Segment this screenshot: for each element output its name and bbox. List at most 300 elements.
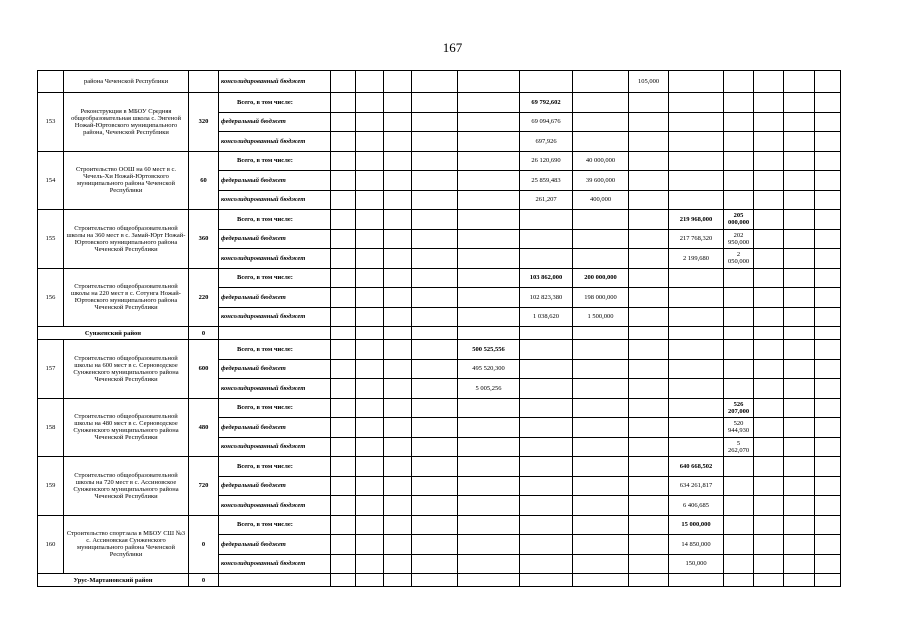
value-cell (815, 249, 841, 269)
value-cell (669, 268, 724, 288)
value-cell (331, 327, 356, 340)
value-cell (458, 268, 520, 288)
value-cell (669, 171, 724, 191)
value-cell (784, 268, 815, 288)
value-cell (331, 457, 356, 477)
value-cell (520, 249, 573, 269)
funding-source-cell: консолидированный бюджет (219, 554, 331, 574)
capacity-cell: 0 (189, 574, 219, 587)
value-cell (458, 112, 520, 132)
value-cell (573, 515, 629, 535)
value-cell (629, 171, 669, 191)
value-cell (629, 112, 669, 132)
object-name-cell: района Чеченской Республики (64, 71, 189, 93)
value-cell (669, 437, 724, 457)
value-cell (754, 229, 784, 249)
value-cell (520, 554, 573, 574)
value-cell (815, 476, 841, 496)
value-cell (384, 457, 412, 477)
value-cell (669, 151, 724, 171)
value-cell (629, 151, 669, 171)
value-cell (412, 151, 458, 171)
object-name-cell: Реконструкция в МБОУ Средняя общеобразовательная школа с. Энгеной Ножай-Юртовского муниципального района, Чеченской Республики (64, 93, 189, 152)
value-cell (384, 268, 412, 288)
value-cell (520, 437, 573, 457)
value-cell (754, 574, 784, 587)
value-cell: 500 525,556 (458, 340, 520, 360)
funding-source-cell: Всего, в том числе: (219, 340, 331, 360)
district-row (38, 574, 841, 587)
value-cell (331, 535, 356, 555)
value-cell (331, 398, 356, 418)
value-cell (573, 93, 629, 113)
value-cell (356, 437, 384, 457)
value-cell (458, 190, 520, 210)
value-cell: 202 950,000 (724, 229, 754, 249)
value-cell (356, 515, 384, 535)
value-cell (412, 132, 458, 152)
value-cell (754, 327, 784, 340)
object-name-cell: Строительство спортзала в МБОУ СШ №3 с. Ассиновская Сунженского муниципального района Чеченской Республики (64, 515, 189, 574)
value-cell (458, 496, 520, 516)
value-cell: 25 859,483 (520, 171, 573, 191)
value-cell (356, 554, 384, 574)
value-cell (458, 554, 520, 574)
funding-source-cell: федеральный бюджет (219, 229, 331, 249)
value-cell: 205 000,000 (724, 210, 754, 230)
value-cell (520, 229, 573, 249)
value-cell: 5 262,070 (724, 437, 754, 457)
funding-source-cell: консолидированный бюджет (219, 71, 331, 93)
value-cell (629, 327, 669, 340)
value-cell (754, 340, 784, 360)
value-cell (784, 535, 815, 555)
value-cell (356, 93, 384, 113)
value-cell (331, 418, 356, 438)
value-cell (520, 457, 573, 477)
value-cell (412, 307, 458, 327)
value-cell (573, 249, 629, 269)
value-cell (573, 496, 629, 516)
value-cell (669, 132, 724, 152)
value-cell (356, 398, 384, 418)
value-cell (724, 554, 754, 574)
value-cell (629, 359, 669, 379)
funding-source-cell: Всего, в том числе: (219, 515, 331, 535)
funding-source-cell: консолидированный бюджет (219, 307, 331, 327)
value-cell: 526 207,000 (724, 398, 754, 418)
value-cell (669, 307, 724, 327)
value-cell (784, 496, 815, 516)
value-cell (754, 307, 784, 327)
value-cell (520, 340, 573, 360)
funding-source-cell: консолидированный бюджет (219, 132, 331, 152)
value-cell (815, 327, 841, 340)
value-cell: 14 850,000 (669, 535, 724, 555)
value-cell (412, 535, 458, 555)
value-cell (573, 71, 629, 93)
value-cell (356, 190, 384, 210)
row-number-cell (38, 71, 64, 93)
value-cell (331, 249, 356, 269)
value-cell (784, 210, 815, 230)
value-cell (384, 132, 412, 152)
value-cell (520, 574, 573, 587)
value-cell (412, 379, 458, 399)
value-cell (815, 151, 841, 171)
value-cell: 103 862,000 (520, 268, 573, 288)
value-cell (356, 151, 384, 171)
value-cell (458, 288, 520, 308)
value-cell (356, 340, 384, 360)
value-cell: 634 261,817 (669, 476, 724, 496)
value-cell (724, 93, 754, 113)
value-cell (724, 476, 754, 496)
value-cell (815, 535, 841, 555)
value-cell (669, 327, 724, 340)
value-cell (724, 171, 754, 191)
table-row (38, 515, 841, 535)
value-cell (669, 398, 724, 418)
object-name-cell: Строительство общеобразовательной школы на 480 мест в с. Серноводское Сунженского муниципального района Чеченской Республики (64, 398, 189, 457)
value-cell (784, 418, 815, 438)
value-cell (754, 210, 784, 230)
value-cell (754, 249, 784, 269)
value-cell (724, 359, 754, 379)
value-cell (629, 554, 669, 574)
budget-table (37, 70, 841, 587)
value-cell (458, 249, 520, 269)
value-cell (815, 229, 841, 249)
value-cell (384, 340, 412, 360)
value-cell (412, 496, 458, 516)
row-number-cell: 155 (38, 210, 64, 269)
value-cell: 261,207 (520, 190, 573, 210)
value-cell (331, 359, 356, 379)
value-cell (331, 190, 356, 210)
value-cell (669, 359, 724, 379)
value-cell (724, 71, 754, 93)
value-cell (384, 574, 412, 587)
funding-source-cell: консолидированный бюджет (219, 496, 331, 516)
value-cell (724, 515, 754, 535)
value-cell (629, 535, 669, 555)
funding-source-cell: Всего, в том числе: (219, 210, 331, 230)
value-cell (573, 418, 629, 438)
value-cell (384, 210, 412, 230)
value-cell (331, 288, 356, 308)
value-cell (629, 288, 669, 308)
value-cell (784, 132, 815, 152)
value-cell (784, 574, 815, 587)
value-cell (412, 327, 458, 340)
value-cell (724, 496, 754, 516)
value-cell (458, 437, 520, 457)
value-cell (724, 307, 754, 327)
value-cell (754, 112, 784, 132)
value-cell (815, 398, 841, 418)
value-cell (724, 268, 754, 288)
value-cell (784, 437, 815, 457)
value-cell (384, 418, 412, 438)
value-cell (520, 71, 573, 93)
value-cell (573, 574, 629, 587)
value-cell (331, 210, 356, 230)
value-cell (331, 268, 356, 288)
district-row (38, 327, 841, 340)
value-cell (724, 457, 754, 477)
value-cell (754, 379, 784, 399)
value-cell (331, 554, 356, 574)
value-cell (520, 496, 573, 516)
value-cell: 640 668,502 (669, 457, 724, 477)
value-cell (724, 151, 754, 171)
value-cell (356, 249, 384, 269)
value-cell (724, 379, 754, 399)
value-cell (784, 71, 815, 93)
value-cell (384, 93, 412, 113)
value-cell (412, 476, 458, 496)
funding-source-cell: федеральный бюджет (219, 476, 331, 496)
value-cell (331, 496, 356, 516)
value-cell (629, 210, 669, 230)
value-cell (412, 288, 458, 308)
value-cell (331, 515, 356, 535)
table-row (38, 457, 841, 477)
value-cell (458, 210, 520, 230)
value-cell (384, 171, 412, 191)
value-cell (669, 418, 724, 438)
value-cell (412, 171, 458, 191)
value-cell (458, 574, 520, 587)
value-cell: 102 823,380 (520, 288, 573, 308)
value-cell (815, 340, 841, 360)
value-cell (784, 359, 815, 379)
funding-source-cell: консолидированный бюджет (219, 190, 331, 210)
value-cell (356, 229, 384, 249)
funding-source-cell: Всего, в том числе: (219, 268, 331, 288)
value-cell (815, 515, 841, 535)
value-cell (754, 515, 784, 535)
value-cell (724, 190, 754, 210)
capacity-cell (189, 71, 219, 93)
value-cell (573, 132, 629, 152)
value-cell (384, 437, 412, 457)
capacity-cell: 600 (189, 340, 219, 399)
value-cell (412, 268, 458, 288)
value-cell: 200 000,000 (573, 268, 629, 288)
value-cell: 39 600,000 (573, 171, 629, 191)
value-cell (784, 476, 815, 496)
value-cell (573, 398, 629, 418)
value-cell (784, 112, 815, 132)
table-row (38, 151, 841, 171)
value-cell: 15 000,000 (669, 515, 724, 535)
value-cell (573, 437, 629, 457)
value-cell (815, 437, 841, 457)
value-cell (754, 132, 784, 152)
value-cell (815, 359, 841, 379)
value-cell (573, 210, 629, 230)
value-cell (520, 515, 573, 535)
value-cell (629, 496, 669, 516)
value-cell: 697,926 (520, 132, 573, 152)
funding-source-cell: федеральный бюджет (219, 171, 331, 191)
value-cell: 2 050,000 (724, 249, 754, 269)
value-cell (520, 379, 573, 399)
value-cell (629, 515, 669, 535)
value-cell: 6 406,685 (669, 496, 724, 516)
value-cell (331, 112, 356, 132)
value-cell (724, 535, 754, 555)
value-cell (669, 288, 724, 308)
value-cell (669, 93, 724, 113)
value-cell (331, 437, 356, 457)
value-cell: 1 038,620 (520, 307, 573, 327)
funding-source-cell: консолидированный бюджет (219, 437, 331, 457)
value-cell (520, 210, 573, 230)
value-cell (629, 132, 669, 152)
value-cell (356, 112, 384, 132)
value-cell (754, 93, 784, 113)
value-cell (356, 288, 384, 308)
value-cell (384, 359, 412, 379)
value-cell (669, 190, 724, 210)
value-cell (458, 327, 520, 340)
value-cell (412, 437, 458, 457)
value-cell (669, 71, 724, 93)
value-cell (520, 398, 573, 418)
value-cell (629, 379, 669, 399)
district-name-cell: Сунженский район (38, 327, 189, 340)
value-cell (412, 210, 458, 230)
value-cell (754, 190, 784, 210)
value-cell (724, 112, 754, 132)
value-cell: 69 094,676 (520, 112, 573, 132)
value-cell (815, 132, 841, 152)
value-cell (331, 574, 356, 587)
value-cell (458, 229, 520, 249)
value-cell (629, 574, 669, 587)
value-cell (815, 496, 841, 516)
value-cell (669, 574, 724, 587)
value-cell (356, 268, 384, 288)
funding-source-cell: Всего, в том числе: (219, 93, 331, 113)
capacity-cell: 320 (189, 93, 219, 152)
funding-source-cell: федеральный бюджет (219, 112, 331, 132)
value-cell (412, 554, 458, 574)
value-cell: 5 005,256 (458, 379, 520, 399)
value-cell (458, 535, 520, 555)
value-cell (629, 457, 669, 477)
value-cell (356, 71, 384, 93)
value-cell (669, 340, 724, 360)
value-cell (724, 574, 754, 587)
value-cell (815, 171, 841, 191)
value-cell (784, 171, 815, 191)
funding-source-cell: Всего, в том числе: (219, 398, 331, 418)
value-cell (724, 327, 754, 340)
value-cell (754, 554, 784, 574)
page-number: 167 (442, 40, 463, 55)
value-cell (356, 132, 384, 152)
object-name-cell: Строительство общеобразовательной школы на 720 мест в с. Ассиновское Сунженского муниципального района Чеченской Республики (64, 457, 189, 516)
value-cell (331, 93, 356, 113)
value-cell: 198 000,000 (573, 288, 629, 308)
value-cell (573, 535, 629, 555)
value-cell (520, 359, 573, 379)
value-cell: 217 768,320 (669, 229, 724, 249)
value-cell (520, 327, 573, 340)
value-cell (356, 210, 384, 230)
value-cell: 40 000,000 (573, 151, 629, 171)
value-cell (356, 476, 384, 496)
value-cell (784, 307, 815, 327)
row-number-cell: 157 (38, 340, 64, 399)
value-cell (412, 229, 458, 249)
value-cell (573, 229, 629, 249)
value-cell (724, 132, 754, 152)
value-cell: 495 520,300 (458, 359, 520, 379)
value-cell (384, 379, 412, 399)
capacity-cell: 720 (189, 457, 219, 516)
value-cell (784, 327, 815, 340)
value-cell (384, 398, 412, 418)
value-cell (384, 476, 412, 496)
value-cell (724, 340, 754, 360)
district-name-cell: Урус-Мартановский район (38, 574, 189, 587)
value-cell (356, 307, 384, 327)
value-cell (629, 418, 669, 438)
value-cell (412, 190, 458, 210)
value-cell (331, 340, 356, 360)
row-number-cell: 154 (38, 151, 64, 210)
value-cell (629, 307, 669, 327)
value-cell (629, 398, 669, 418)
value-cell (754, 457, 784, 477)
table-row (38, 268, 841, 288)
value-cell (384, 288, 412, 308)
value-cell (784, 398, 815, 418)
value-cell (412, 457, 458, 477)
capacity-cell: 220 (189, 268, 219, 327)
value-cell (754, 476, 784, 496)
row-number-cell: 159 (38, 457, 64, 516)
row-number-cell: 160 (38, 515, 64, 574)
value-cell (629, 190, 669, 210)
value-cell (573, 359, 629, 379)
value-cell (784, 93, 815, 113)
value-cell (815, 574, 841, 587)
funding-source-cell: федеральный бюджет (219, 359, 331, 379)
value-cell (784, 340, 815, 360)
row-number-cell: 156 (38, 268, 64, 327)
value-cell (412, 249, 458, 269)
funding-source-cell: федеральный бюджет (219, 418, 331, 438)
value-cell (458, 418, 520, 438)
value-cell (520, 418, 573, 438)
value-cell (356, 327, 384, 340)
value-cell: 69 792,602 (520, 93, 573, 113)
value-cell (412, 112, 458, 132)
value-cell (331, 229, 356, 249)
value-cell (331, 476, 356, 496)
object-name-cell: Строительство общеобразовательной школы на 360 мест в с. Замай-Юрт Ножай-Юртовского муниципального района Чеченской Республики (64, 210, 189, 269)
object-name-cell: Строительство общеобразовательной школы на 600 мест в с. Серноводское Сунженского муниципального района Чеченской Республики (64, 340, 189, 399)
value-cell (356, 535, 384, 555)
value-cell (784, 190, 815, 210)
capacity-cell: 60 (189, 151, 219, 210)
